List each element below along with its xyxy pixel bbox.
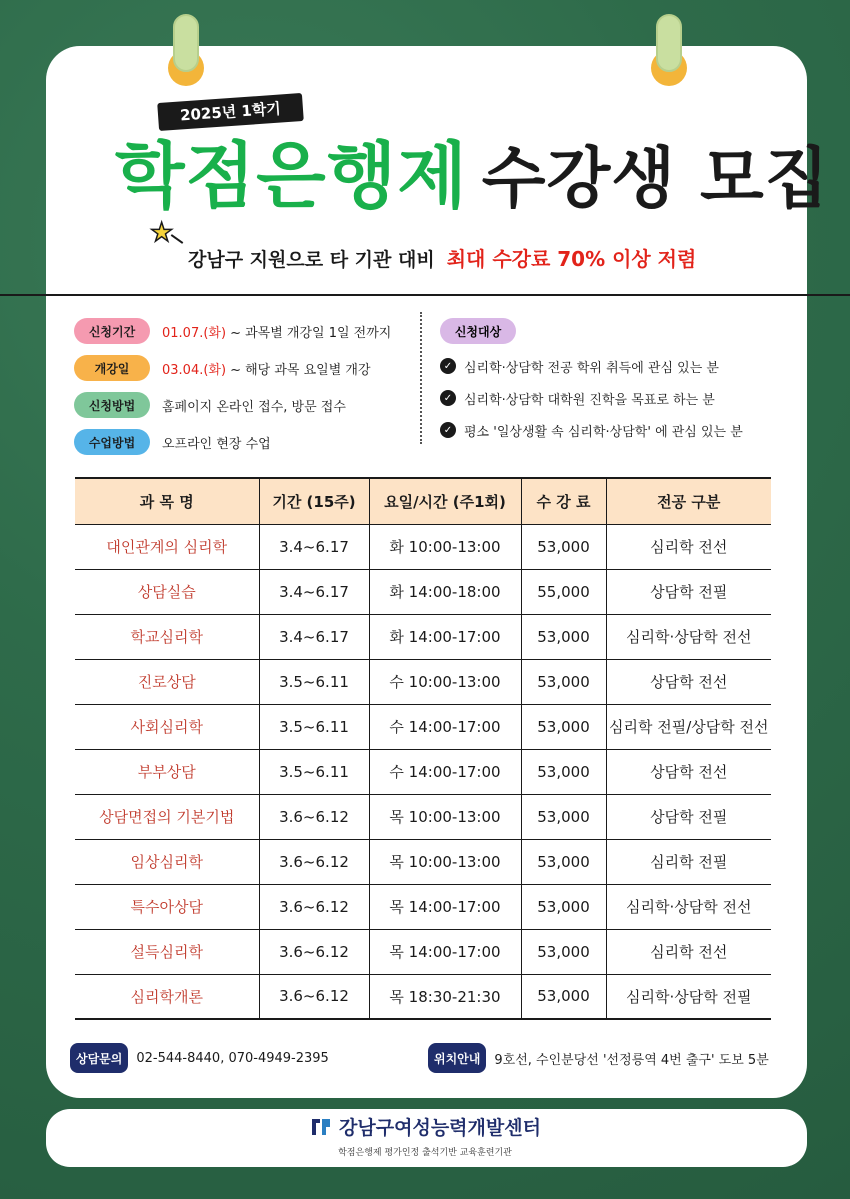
subtitle-highlight: 최대 수강료 70% 이상 저렴 <box>446 247 697 271</box>
cell-period: 3.6~6.12 <box>259 839 369 884</box>
cell-major: 심리학 전선 <box>606 524 771 569</box>
cell-time: 수 10:00-13:00 <box>369 659 521 704</box>
cell-course: 임상심리학 <box>75 839 259 884</box>
target-text: 심리학·상담학 전공 학위 취득에 관심 있는 분 <box>464 360 719 376</box>
cell-course: 진로상담 <box>75 659 259 704</box>
binder-ring-left <box>173 14 199 72</box>
org-name-wrap <box>309 1113 541 1140</box>
cell-fee: 53,000 <box>521 704 606 749</box>
cell-period: 3.4~6.17 <box>259 614 369 659</box>
cell-fee: 53,000 <box>521 749 606 794</box>
course-table <box>75 477 771 1020</box>
cell-fee: 53,000 <box>521 659 606 704</box>
target-text: 평소 '일상생활 속 심리학·상담학' 에 관심 있는 분 <box>464 424 743 440</box>
cell-period: 3.6~6.12 <box>259 884 369 929</box>
info-section <box>74 318 391 466</box>
cell-period: 3.4~6.17 <box>259 524 369 569</box>
cell-course: 상담면접의 기본기법 <box>75 794 259 839</box>
info-row-class <box>74 429 391 455</box>
cell-time: 목 14:00-17:00 <box>369 929 521 974</box>
target-label: 신청대상 <box>440 318 516 344</box>
cell-major: 심리학·상담학 전필 <box>606 974 771 1019</box>
info-date: 01.07.(화) <box>162 325 227 341</box>
cell-course: 설득심리학 <box>75 929 259 974</box>
target-text: 심리학·상담학 대학원 진학을 목표로 하는 분 <box>464 392 715 408</box>
binder-ring-right <box>656 14 682 72</box>
cell-fee: 55,000 <box>521 569 606 614</box>
check-icon: ✓ <box>440 390 456 406</box>
cell-time: 수 14:00-17:00 <box>369 749 521 794</box>
org-name: 강남구여성능력개발센터 <box>339 1117 541 1139</box>
table-row <box>75 614 771 659</box>
cell-fee: 53,000 <box>521 524 606 569</box>
table-row <box>75 524 771 569</box>
info-text: 오프라인 현장 수업 <box>162 436 271 452</box>
cell-major: 심리학·상담학 전선 <box>606 614 771 659</box>
table-row <box>75 569 771 614</box>
info-row-start <box>74 355 391 381</box>
subtitle-text: 강남구 지원으로 타 기관 대비 <box>188 249 435 271</box>
table-row <box>75 704 771 749</box>
cell-period: 3.6~6.12 <box>259 929 369 974</box>
cell-time: 목 10:00-13:00 <box>369 839 521 884</box>
table-row <box>75 884 771 929</box>
cell-time: 수 14:00-17:00 <box>369 704 521 749</box>
info-label: 신청방법 <box>74 392 150 418</box>
star-icon: ★ <box>150 218 174 248</box>
cell-course: 부부상담 <box>75 749 259 794</box>
info-text: 홈페이지 온라인 접수, 방문 접수 <box>162 399 346 415</box>
info-text: ~ 해당 과목 요일별 개강 <box>230 362 371 378</box>
table-body <box>75 524 771 1019</box>
cell-time: 목 10:00-13:00 <box>369 794 521 839</box>
info-date: 03.04.(화) <box>162 362 227 378</box>
info-row-method <box>74 392 391 418</box>
semester-tag: 2025년 1학기 <box>157 93 303 131</box>
org-subtitle: 학점은행제 평가인정 출석기반 교육훈련기관 <box>338 1147 512 1158</box>
cell-major: 상담학 전필 <box>606 569 771 614</box>
cell-period: 3.5~6.11 <box>259 659 369 704</box>
title-green: 학점은행제 <box>115 134 468 218</box>
cell-fee: 53,000 <box>521 839 606 884</box>
cell-fee: 53,000 <box>521 794 606 839</box>
info-row-period <box>74 318 391 344</box>
cell-period: 3.4~6.17 <box>259 569 369 614</box>
cell-fee: 53,000 <box>521 929 606 974</box>
title-black: 수강생 모집 <box>481 140 830 217</box>
location-badge: 위치안내 <box>428 1043 486 1073</box>
target-item <box>440 356 743 376</box>
table-row <box>75 974 771 1019</box>
table-row <box>75 929 771 974</box>
info-label: 신청기간 <box>74 318 150 344</box>
cell-major: 심리학 전필/상담학 전선 <box>606 704 771 749</box>
contact-badge: 상담문의 <box>70 1043 128 1073</box>
cell-major: 상담학 전선 <box>606 749 771 794</box>
cell-major: 심리학 전선 <box>606 929 771 974</box>
cell-course: 학교심리학 <box>75 614 259 659</box>
cell-time: 목 14:00-17:00 <box>369 884 521 929</box>
info-text: ~ 과목별 개강일 1일 전까지 <box>230 325 392 341</box>
header-time: 요일/시간 (주1회) <box>369 478 521 524</box>
table-header-row <box>75 478 771 524</box>
cell-period: 3.6~6.12 <box>259 794 369 839</box>
cell-period: 3.5~6.11 <box>259 749 369 794</box>
cell-fee: 53,000 <box>521 884 606 929</box>
divider <box>0 294 850 296</box>
org-logo-icon <box>309 1115 333 1139</box>
cell-fee: 53,000 <box>521 974 606 1019</box>
subtitle <box>188 243 696 272</box>
table-row <box>75 749 771 794</box>
table-row <box>75 839 771 884</box>
header-course: 과 목 명 <box>75 478 259 524</box>
cell-major: 심리학·상담학 전선 <box>606 884 771 929</box>
target-item <box>440 388 743 408</box>
table-row <box>75 794 771 839</box>
cell-major: 심리학 전필 <box>606 839 771 884</box>
header-major: 전공 구분 <box>606 478 771 524</box>
target-item <box>440 420 743 440</box>
cell-course: 사회심리학 <box>75 704 259 749</box>
cell-major: 상담학 전선 <box>606 659 771 704</box>
cell-course: 특수아상담 <box>75 884 259 929</box>
target-section <box>440 318 743 452</box>
page-title <box>115 118 830 218</box>
cell-course: 상담실습 <box>75 569 259 614</box>
cell-fee: 53,000 <box>521 614 606 659</box>
cell-period: 3.5~6.11 <box>259 704 369 749</box>
location-info <box>428 1043 769 1073</box>
cell-course: 심리학개론 <box>75 974 259 1019</box>
contact-phone: 02-544-8440, 070-4949-2395 <box>136 1050 329 1066</box>
info-label: 수업방법 <box>74 429 150 455</box>
info-label: 개강일 <box>74 355 150 381</box>
cell-time: 목 18:30-21:30 <box>369 974 521 1019</box>
dotted-separator <box>420 312 422 444</box>
header-fee: 수 강 료 <box>521 478 606 524</box>
check-icon: ✓ <box>440 422 456 438</box>
cell-course: 대인관계의 심리학 <box>75 524 259 569</box>
check-icon: ✓ <box>440 358 456 374</box>
contact-info <box>70 1043 329 1073</box>
cell-major: 상담학 전필 <box>606 794 771 839</box>
cell-period: 3.6~6.12 <box>259 974 369 1019</box>
table-row <box>75 659 771 704</box>
org-footer <box>0 1113 850 1158</box>
cell-time: 화 14:00-17:00 <box>369 614 521 659</box>
cell-time: 화 14:00-18:00 <box>369 569 521 614</box>
location-text: 9호선, 수인분당선 '선정릉역 4번 출구' 도보 5분 <box>494 1052 769 1068</box>
header-period: 기간 (15주) <box>259 478 369 524</box>
cell-time: 화 10:00-13:00 <box>369 524 521 569</box>
